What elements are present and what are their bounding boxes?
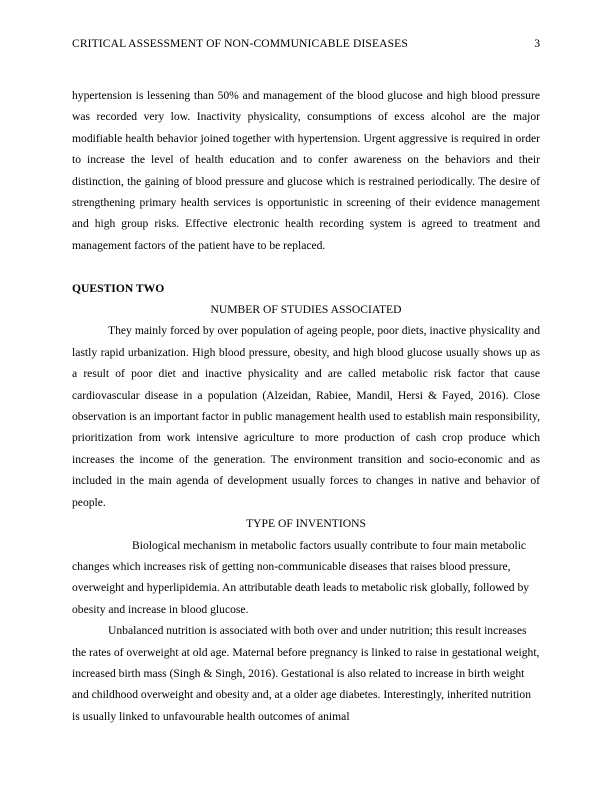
subheading-inventions: TYPE OF INVENTIONS [246,517,366,531]
subheading-studies: NUMBER OF STUDIES ASSOCIATED [210,303,402,317]
paragraph-studies: They mainly forced by over population of ageing people, poor diets, inactive physicality and lastly rapid urbanization. High blood pressure, obesity, and high blood glucose usually shows up as a result of poor diet and inactive physicality and are called metabolic risk factor that cause cardiovascular disease in a population (Alzeidan, Rabiee, Mandil, Hersi & Fayed, 2016). Close observation is an important factor in public management health used to establish main responsibility, prioritization from work intensive agriculture to more production of cash crop produce which increases the income of the generation. The environment transition and socio-economic and as included in the main agenda of development usually forces to changes in native and behavior of people. [72,324,540,509]
paragraph-nutrition: Unbalanced nutrition is associated with both over and under nutrition; this result increases the rates of overweight at old age. Maternal before pregnancy is linked to raise in gestational weight, increased birth mass (Singh & Singh, 2016). Gestational is also related to increase in birth weight and childhood overweight and obesity and, at a older age diabetes. Interestingly, inherited nutrition is usually linked to unfavourable health outcomes of animal [72,624,540,723]
running-header [72,36,540,52]
paragraph-biological: Biological mechanism in metabolic factors usually contribute to four main metabolic changes which increases risk of getting non-communicable diseases that raises blood pressure, overweight and hyperlipidemia. An attributable death leads to metabolic risk globally, followed by obesity and increase in blood glucose. [72,538,530,616]
paragraph-continued: hypertension is lessening than 50% and management of the blood glucose and high blood pressure was recorded very low. Inactivity physicality, consumptions of excess alcohol are the major modifiable health behavior joined together with hypertension. Urgent aggressive is required in order to increase the level of health education and to confer awareness on the behaviors and their distinction, the gaining of blood pressure and glucose which is restrained periodically. The desire of strengthening primary health services is opportunistic in screening of their evidence management and high group risks. Effective electronic health recording system is agreed to treatment and management factors of the patient have to be replaced. [72,89,540,252]
document-body [72,85,540,727]
section-heading: QUESTION TWO [72,281,165,295]
page-number: 3 [534,37,540,50]
running-head-title: CRITICAL ASSESSMENT OF NON-COMMUNICABLE DISEASES [72,37,408,50]
